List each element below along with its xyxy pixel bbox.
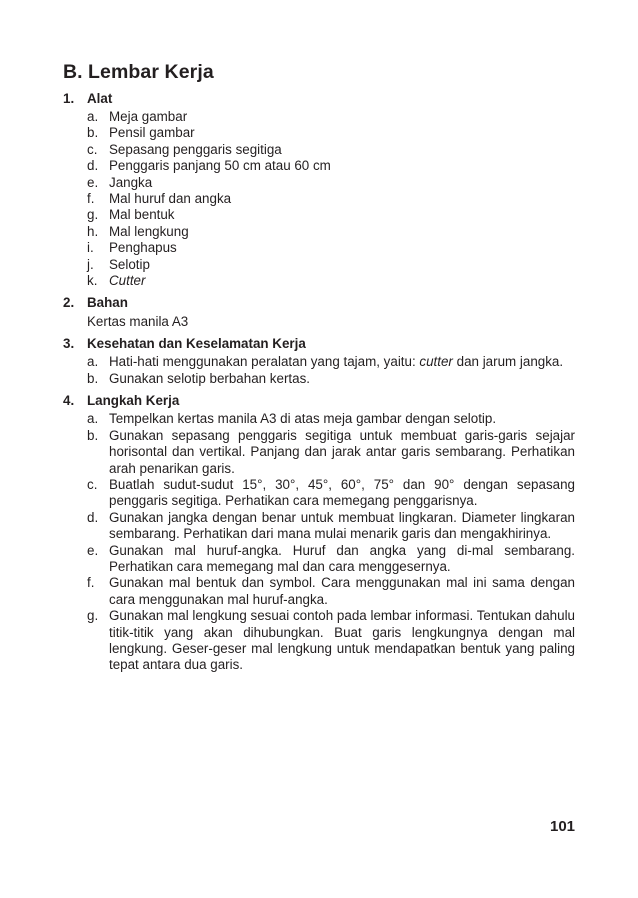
list-item: a. Tempelkan kertas manila A3 di atas meja gambar dengan selotip. — [87, 411, 497, 427]
list-item: d. Gunakan jangka dengan benar untuk membuat lingkaran. Diameter lingkaran sembarang. Perhatikan dari mana mulai menarik garis dan mengakhirinya. — [87, 509, 575, 542]
list-item: b. Gunakan selotip berbahan kertas. — [87, 370, 310, 386]
section-steps — [63, 392, 575, 674]
section-title: Lembar Kerja — [88, 61, 214, 83]
list-item: k. Cutter — [87, 273, 146, 289]
section-tools-title: 1. Alat — [63, 91, 113, 106]
section-heading — [63, 61, 214, 84]
list-item: b. Pensil gambar — [87, 125, 195, 141]
list-item: b. Gunakan sepasang penggaris segitiga untuk membuat garis-garis sejajar horisontal dan vertikal. Panjang dan jarak antar garis sembarang. Perhatikan arah penarikan garis. — [87, 427, 575, 476]
list-item: i. Penghapus — [87, 240, 177, 256]
tools-list — [63, 109, 575, 289]
section-steps-title: 4. Langkah Kerja — [63, 393, 180, 409]
list-item: h. Mal lengkung — [87, 223, 189, 239]
safety-list — [63, 354, 575, 387]
steps-list — [63, 411, 575, 674]
list-item: a. Meja gambar — [87, 109, 188, 124]
list-item: c. Sepasang penggaris segitiga — [87, 141, 282, 157]
section-materials — [63, 294, 575, 330]
list-item: e. Gunakan mal huruf-angka. Huruf dan angka yang di-mal sembarang. Perhatikan cara memegang mal dan cara menggesernya. — [87, 542, 575, 574]
list-item: j. Selotip — [87, 256, 150, 272]
page-number: 101 — [550, 818, 576, 835]
list-item: f. Mal huruf dan angka — [87, 191, 232, 207]
section-letter: B. — [63, 61, 83, 83]
section-materials-title: 2. Bahan — [63, 295, 128, 311]
section-safety — [63, 335, 575, 387]
list-item: d. Penggaris panjang 50 cm atau 60 cm — [87, 158, 331, 174]
list-item: g. Mal bentuk — [87, 207, 175, 223]
list-item: e. Jangka — [87, 174, 153, 190]
list-item: c. Buatlah sudut-sudut 15°, 30°, 45°, 60°, 75° dan 90° dengan sepasang penggaris segitiga. Perhatikan cara memegang penggarisnya. — [87, 476, 575, 509]
list-item: f. Gunakan mal bentuk dan symbol. Cara menggunakan mal ini sama dengan cara menggunakan mal huruf-angka. — [87, 575, 575, 607]
list-item: g. Gunakan mal lengkung sesuai contoh pada lembar informasi. Tentukan dahulu titik-titik yang akan dihubungkan. Buat garis lengkungnya dengan mal lengkung. Geser-geser mal lengkung untuk mendapatkan bentuk yang paling tepat antara dua garis. — [87, 608, 575, 673]
section-safety-title: 3. Kesehatan dan Keselamatan Kerja — [63, 336, 306, 352]
section-tools — [63, 90, 575, 289]
worksheet-content — [63, 90, 575, 679]
materials-text: Kertas manila A3 — [87, 314, 189, 330]
list-item: a. Hati-hati menggunakan peralatan yang tajam, yaitu: cutter dan jarum jangka. — [87, 354, 564, 370]
